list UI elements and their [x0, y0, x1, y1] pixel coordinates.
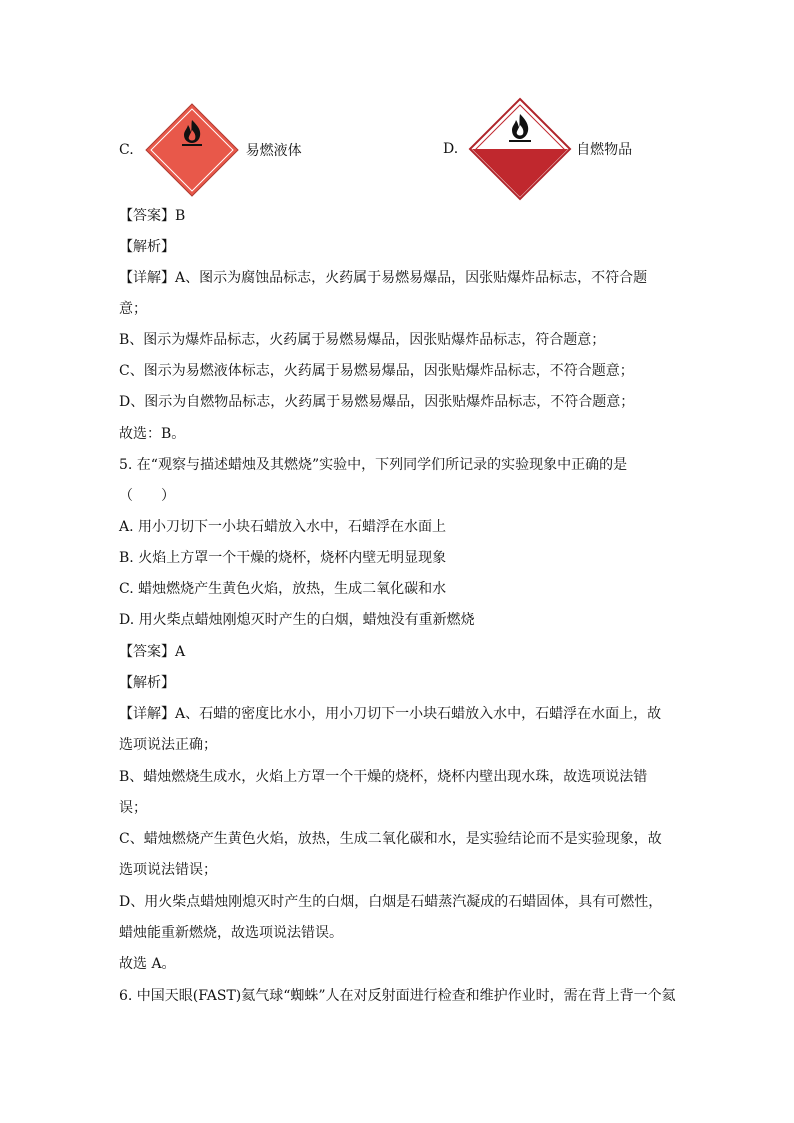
- option-c-row: [119, 102, 302, 198]
- q5-option-d: D. 用火柴点蜡烛刚熄灭时产生的白烟，蜡烛没有重新燃烧: [119, 612, 475, 628]
- q5-detail-line: 选项说法正确；: [119, 737, 217, 753]
- q4-answer: 【答案】B: [119, 208, 186, 224]
- option-d-letter: D.: [443, 141, 459, 157]
- q4-detail-line: C、图示为易燃液体标志，火药属于易燃易爆品，因张贴爆炸品标志，不符合题意；: [119, 363, 634, 379]
- q5-blank: （ ）: [119, 488, 175, 504]
- q5-detail-line: D、用火柴点蜡烛刚熄灭时产生的白烟，白烟是石蜡蒸汽凝成的石蜡固体，具有可燃性，: [119, 894, 663, 910]
- q4-detail-line: 【详解】A、图示为腐蚀品标志，火药属于易燃易爆品，因张贴爆炸品标志，不符合题: [119, 270, 648, 286]
- q5-detail-line: C、蜡烛燃烧产生黄色火焰，放热，生成二氧化碳和水，是实验结论而不是实验现象，故: [119, 831, 662, 847]
- q6-stem: 6. 中国天眼(FAST)氦气球“蜘蛛”人在对反射面进行检查和维护作业时，需在背上背一个氦: [119, 988, 676, 1004]
- q5-detail-line: 误；: [119, 800, 147, 816]
- q4-detail-line: 故选：B。: [119, 426, 186, 442]
- option-c-letter: C.: [119, 142, 134, 158]
- q4-detail-line: 意；: [119, 301, 147, 317]
- q5-analysis-label: 【解析】: [119, 675, 175, 691]
- q5-answer: 【答案】A: [119, 644, 186, 660]
- option-c-caption: 易燃液体: [245, 143, 302, 159]
- q4-detail-line: B、图示为爆炸品标志，火药属于易燃易爆品，因张贴爆炸品标志，符合题意；: [119, 332, 606, 348]
- flammable-liquid-sign-icon: [144, 102, 240, 198]
- option-d-caption: 自燃物品: [576, 142, 633, 158]
- q5-detail-line: 选项说法错误；: [119, 862, 217, 878]
- q5-option-b: B. 火焰上方罩一个干燥的烧杯，烧杯内壁无明显现象: [119, 550, 447, 566]
- q5-detail-line: B、蜡烛燃烧生成水，火焰上方罩一个干燥的烧杯，烧杯内壁出现水珠，故选项说法错: [119, 769, 648, 785]
- q5-stem: 5. 在“观察与描述蜡烛及其燃烧”实验中，下列同学们所记录的实验现象中正确的是: [119, 457, 628, 473]
- q5-detail-line: 蜡烛能重新燃烧，故选项说法错误。: [119, 925, 343, 941]
- option-d-row: [443, 97, 632, 201]
- q4-analysis-label: 【解析】: [119, 239, 175, 255]
- spontaneous-combustion-sign-icon: [468, 97, 572, 201]
- q5-option-a: A. 用小刀切下一小块石蜡放入水中，石蜡浮在水面上: [119, 519, 447, 535]
- q5-detail-line: 【详解】A、石蜡的密度比水小，用小刀切下一小块石蜡放入水中，石蜡浮在水面上，故: [119, 706, 662, 722]
- q5-option-c: C. 蜡烛燃烧产生黄色火焰，放热，生成二氧化碳和水: [119, 581, 447, 597]
- q5-detail-line: 故选 A。: [119, 956, 176, 972]
- q4-detail-line: D、图示为自燃物品标志，火药属于易燃易爆品，因张贴爆炸品标志，不符合题意；: [119, 394, 635, 410]
